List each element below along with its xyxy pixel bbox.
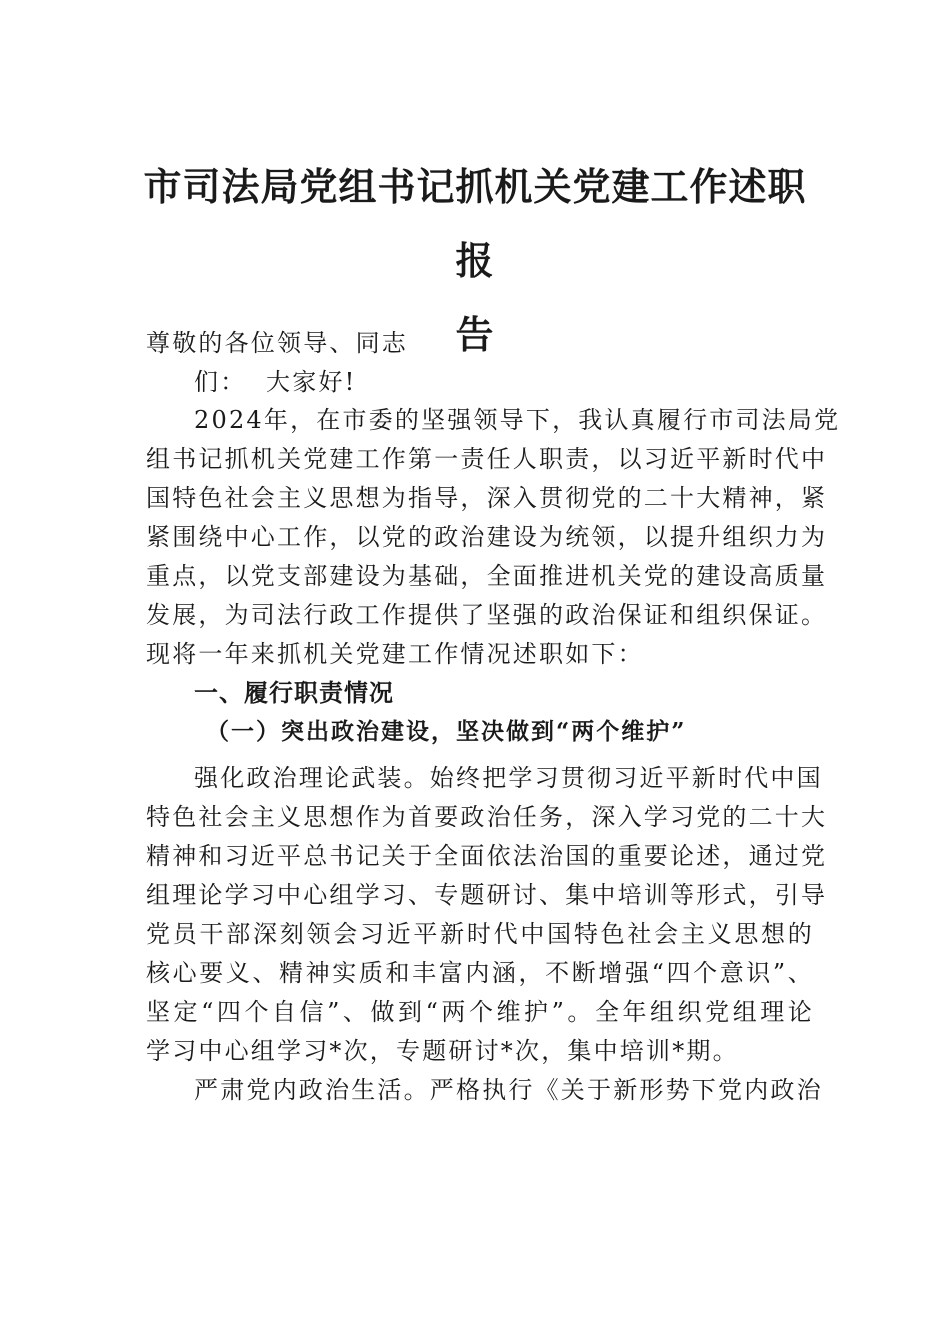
- para1-line: 紧围绕中心工作，以党的政治建设为统领，以提升组织力为: [146, 523, 828, 551]
- salutation-line-1: 尊敬的各位领导、同志: [146, 329, 408, 357]
- para1-line: 发展，为司法行政工作提供了坚强的政治保证和组织保证。: [146, 601, 828, 629]
- para1-line: 现将一年来抓机关党建工作情况述职如下：: [146, 640, 644, 668]
- para2-line: 党员干部深刻领会习近平新时代中国特色社会主义思想的: [146, 920, 814, 948]
- para1-line: 国特色社会主义思想为指导，深入贯彻党的二十大精神，紧: [146, 484, 828, 512]
- para2-line: 特色社会主义思想作为首要政治任务，深入学习党的二十大: [146, 803, 828, 831]
- para1-line: 重点，以党支部建设为基础，全面推进机关党的建设高质量: [146, 562, 828, 590]
- para3-line: 严肃党内政治生活。严格执行《关于新形势下党内政治: [194, 1076, 823, 1104]
- para2-line: 学习中心组学习*次，专题研讨*次，集中培训*期。: [146, 1037, 739, 1065]
- para1-line: 2024年，在市委的坚强领导下，我认真履行市司法局党: [194, 406, 841, 434]
- para1-line: 组书记抓机关党建工作第一责任人职责，以习近平新时代中: [146, 445, 828, 473]
- salutation-line-2: 们： 大家好!: [194, 368, 357, 396]
- para2-line: 组理论学习中心组学习、专题研讨、集中培训等形式，引导: [146, 881, 828, 909]
- section-heading-1-1: （一）突出政治建设，坚决做到“两个维护”: [206, 718, 687, 745]
- title-line-2: 告: [455, 312, 495, 357]
- para2-line: 核心要义、精神实质和丰富内涵，不断增强“四个意识”、: [146, 959, 814, 987]
- title-line-1: 市司法局党组书记抓机关党建工作述职报: [143, 164, 807, 283]
- para2-line: 强化政治理论武装。始终把学习贯彻习近平新时代中国: [194, 764, 823, 792]
- para2-line: 坚定“四个自信”、做到“两个维护”。全年组织党组理论: [146, 998, 814, 1026]
- section-heading-1: 一、履行职责情况: [194, 678, 394, 707]
- para2-line: 精神和习近平总书记关于全面依法治国的重要论述，通过党: [146, 842, 828, 870]
